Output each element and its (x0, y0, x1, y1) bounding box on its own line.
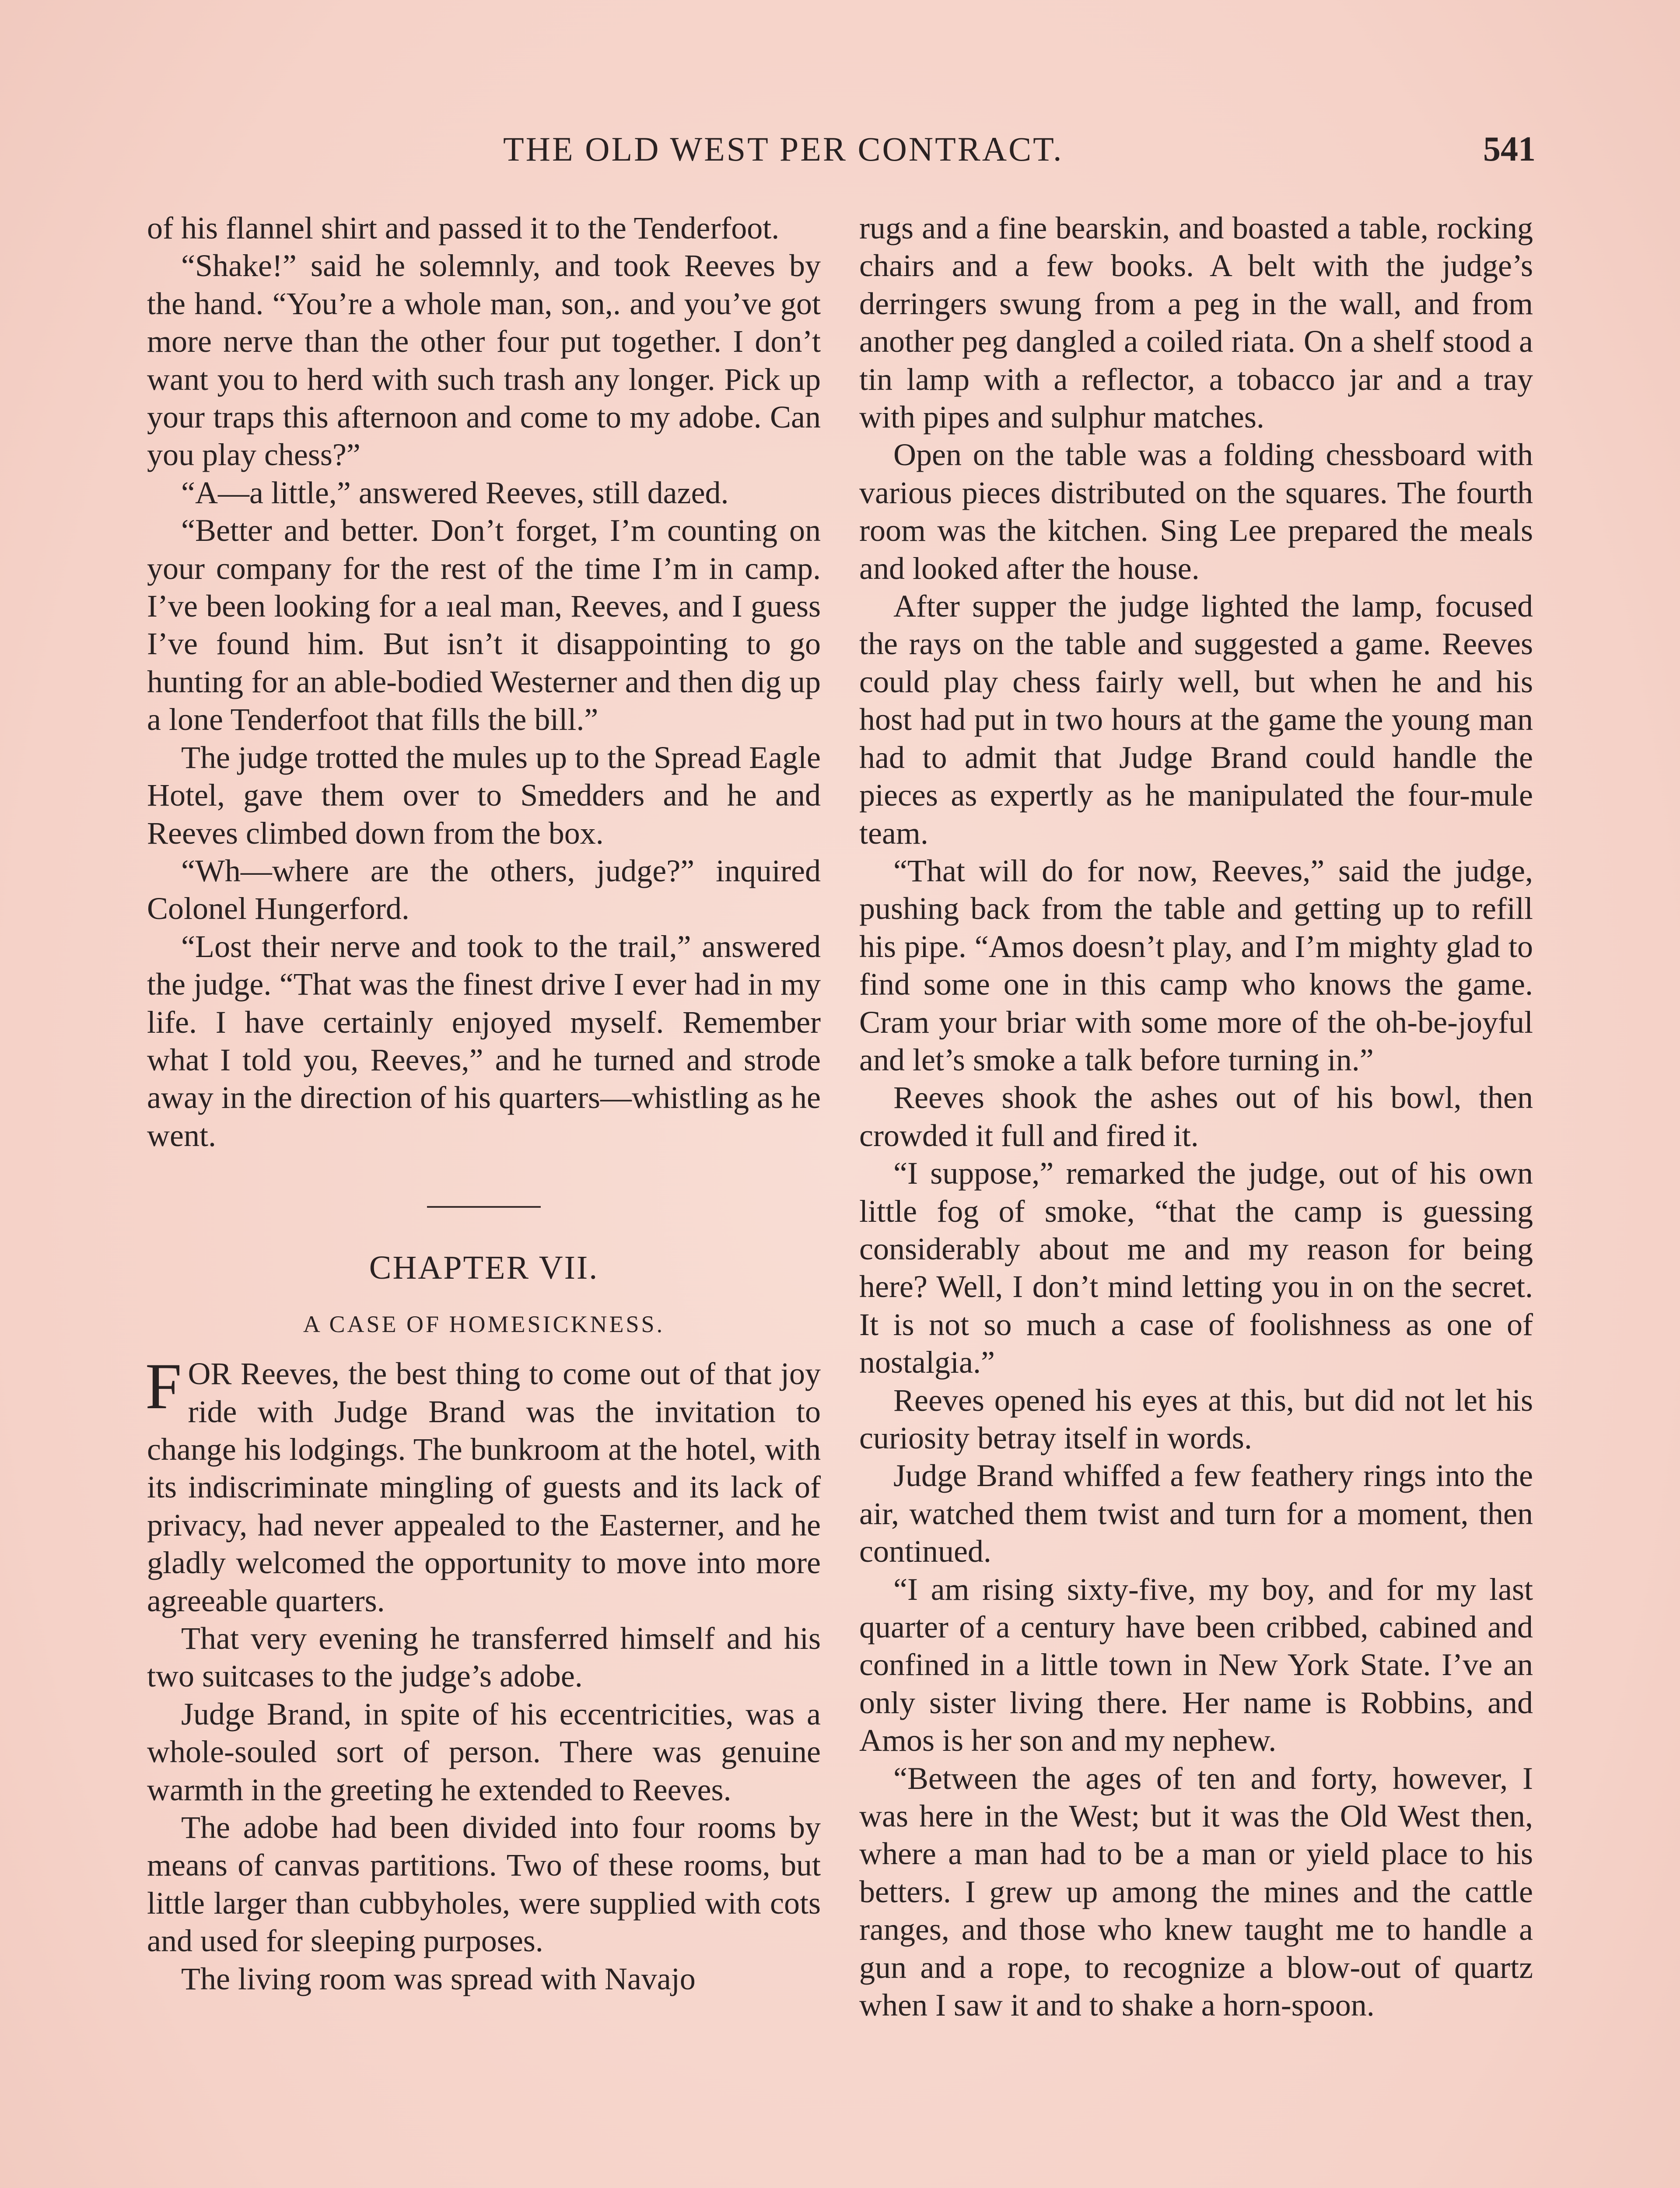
paragraph: Judge Brand, in spite of his eccentricities, was a whole-souled sort of person. There was genuine warmth in the greeting he extended to Reeves. (147, 1696, 821, 1807)
paragraph: rugs and a fine bearskin, and boasted a table, rocking chairs and a few books. A belt with the judge’s derringers swung from a peg in the wall, and from another peg dangled a coiled riata. On a shelf stood a tin lamp with a reflector, a tobacco jar and a tray with pipes and sulphur matches. (859, 210, 1533, 435)
paragraph: “That will do for now, Reeves,” said the judge, pushing back from the table and getting up to refill his pipe. “Amos doesn’t play, and I’m mighty glad to find some one in this camp who knows the game. Cram your briar with some more of the oh-be-joyful and let’s smoke a talk before turning in.” (859, 853, 1533, 1077)
paragraph: The living room was spread with Navajo (181, 1961, 696, 1996)
paragraph: Reeves opened his eyes at this, but did not let his curiosity betray itself in words. (859, 1382, 1533, 1455)
paragraph: That very evening he transferred himself and his two suitcases to the judge’s adobe. (147, 1621, 821, 1694)
paragraph: The adobe had been divided into four rooms by means of canvas partitions. Two of these rooms, but little larger than cubbyholes, were supplied with cots and used for sleeping purposes. (147, 1810, 821, 1959)
paragraph: “Between the ages of ten and forty, however, I was here in the West; but it was the Old West then, where a man had to be a man or yield place to his betters. I grew up among the mines and the cattle ranges, and those who knew taught me to handle a gun and a rope, to recognize a blow-out of quartz when I saw it and to shake a horn-spoon. (859, 1760, 1533, 2023)
paragraph: “Better and better. Don’t forget, I’m counting on your company for the rest of the time I’m in camp. I’ve been looking for a ıeal man, Reeves, and I guess I’ve found him. But isn’t it disappointing to go hunting for an able-bodied Westerner and then dig up a lone Tenderfoot that fills the bill.” (147, 513, 821, 737)
paragraph: “I am rising sixty-five, my boy, and for my last quarter of a century have been cribbed, cabined and confined in a little town in New York State. I’ve an only sister living there. Her name is Robbins, and Amos is her son and my nephew. (859, 1571, 1533, 1758)
paragraph: “I suppose,” remarked the judge, out of his own little fog of smoke, “that the camp is guessing considerably about me and my reason for being here? Well, I don’t mind letting you in on the secret. It is not so much a case of foolishness as one of nostalgia.” (859, 1156, 1533, 1380)
section-divider (427, 1206, 541, 1208)
left-column (147, 209, 821, 1998)
page-number: 541 (1483, 130, 1536, 168)
paragraph: Judge Brand whiffed a few feathery rings into the air, watched them twist and turn for a moment, then continued. (859, 1458, 1533, 1569)
paragraph: After supper the judge lighted the lamp, focused the rays on the table and suggested a game. Reeves could play chess fairly well, but when he and his host had put in two hours at the game the young man had to admit that Judge Brand could handle the pieces as expertly as he manipulated the four-mule team. (859, 589, 1533, 851)
chapter-title: CHAPTER VII. (369, 1249, 599, 1287)
running-head: THE OLD WEST PER CONTRACT. (503, 130, 1064, 168)
paragraph: “Lost their nerve and took to the trail,” answered the judge. “That was the finest drive I ever had in my life. I have certainly enjoyed myself. Remember what I told you, Reeves,” and he turned and strode away in the direction of his quarters—whistling as he went. (147, 929, 821, 1153)
paragraph: of his flannel shirt and passed it to the Tenderfoot. (147, 210, 780, 245)
paragraph: “A—a little,” answered Reeves, still dazed. (181, 475, 729, 510)
drop-cap: F (145, 1350, 182, 1423)
chapter-opening-paragraph (145, 1350, 821, 1620)
paragraph: The judge trotted the mules up to the Spread Eagle Hotel, gave them over to Smedders and he and Reeves climbed down from the box. (147, 740, 821, 851)
opening-paragraph-text: OR Reeves, the best thing to come out of that joy ride with Judge Brand was the invitation to change his lodgings. The bunkroom at the hotel, with its indiscriminate mingling of guests and its lack of privacy, had never appealed to the Easterner, and he gladly welcomed the opportunity to move into more agreeable quarters. (147, 1356, 821, 1618)
right-column (859, 209, 1533, 2024)
paragraph: “Wh—where are the others, judge?” inquired Colonel Hungerford. (147, 853, 821, 926)
chapter-subtitle: A CASE OF HOMESICKNESS. (303, 1311, 665, 1338)
paragraph: Open on the table was a folding chessboard with various pieces distributed on the squares. The fourth room was the kitchen. Sing Lee prepared the meals and looked after the house. (859, 437, 1533, 586)
paragraph: “Shake!” said he solemnly, and took Reeves by the hand. “You’re a whole man, son,. and you’ve got more nerve than the other four put together. I don’t want you to herd with such trash any longer. Pick up your traps this afternoon and come to my adobe. Can you play chess?” (147, 248, 821, 473)
paragraph: Reeves shook the ashes out of his bowl, then crowded it full and fired it. (859, 1080, 1533, 1153)
